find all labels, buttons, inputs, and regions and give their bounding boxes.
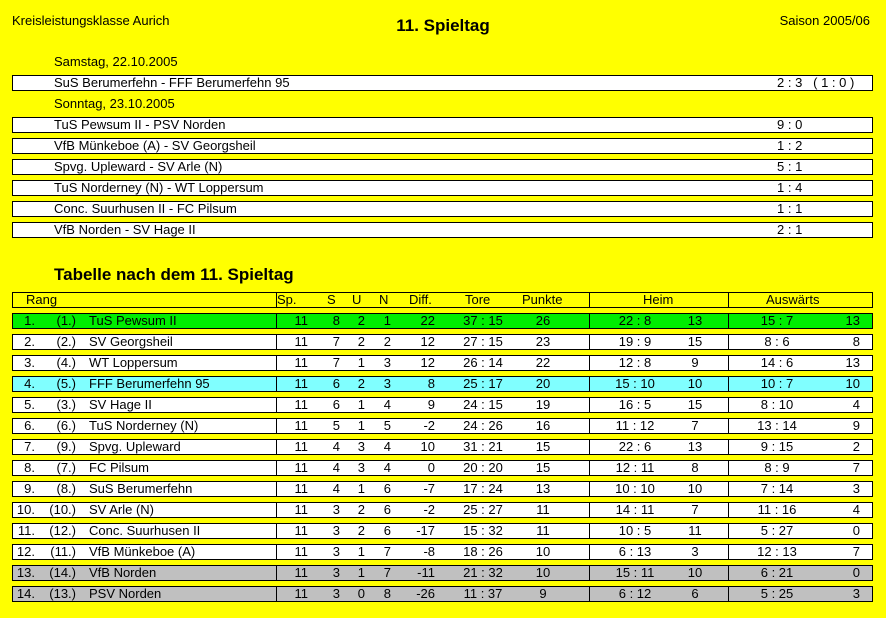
col-diff: Diff. <box>409 292 432 307</box>
cell-sp: 11 <box>294 355 308 370</box>
cell-prev-rank: (14.) <box>49 565 76 580</box>
cell-s: 7 <box>332 355 340 370</box>
cell-team: VfB Norden <box>89 565 157 580</box>
cell-rank: 9. <box>24 481 35 496</box>
cell-u: 3 <box>357 439 365 454</box>
divider <box>728 524 729 538</box>
divider <box>589 545 590 559</box>
cell-team: PSV Norden <box>89 586 162 601</box>
cell-rank: 14. <box>16 586 35 601</box>
cell-heim-tore: 15 : 10 <box>615 376 655 391</box>
divider <box>728 503 729 517</box>
cell-sp: 11 <box>294 376 308 391</box>
cell-n: 6 <box>383 481 391 496</box>
col-punkte: Punkte <box>522 292 563 307</box>
cell-heim-tore: 14 : 11 <box>615 502 655 517</box>
cell-prev-rank: (5.) <box>56 376 76 391</box>
cell-prev-rank: (4.) <box>56 355 76 370</box>
cell-n: 8 <box>383 586 391 601</box>
cell-ausw-pkt: 3 <box>852 586 860 601</box>
cell-rank: 3. <box>24 355 35 370</box>
col-u: U <box>352 292 362 307</box>
table-header <box>12 292 873 308</box>
cell-ausw-tore: 8 : 6 <box>764 334 790 349</box>
table-title: Tabelle nach dem 11. Spieltag <box>54 265 294 284</box>
cell-prev-rank: (9.) <box>56 439 76 454</box>
match-score: 2 : 1 <box>777 222 803 237</box>
cell-tore: 20 : 20 <box>463 460 503 475</box>
cell-heim-pkt: 6 <box>691 586 699 601</box>
cell-n: 1 <box>383 313 391 328</box>
divider <box>276 356 277 370</box>
col-tore: Tore <box>465 292 491 307</box>
divider <box>728 377 729 391</box>
cell-u: 2 <box>357 334 365 349</box>
cell-prev-rank: (10.) <box>49 502 76 517</box>
cell-heim-tore: 11 : 12 <box>615 418 655 433</box>
cell-tore: 15 : 32 <box>463 523 503 538</box>
cell-ausw-pkt: 0 <box>852 523 860 538</box>
cell-diff: 10 <box>420 439 435 454</box>
divider <box>276 335 277 349</box>
cell-diff: -26 <box>416 586 435 601</box>
season-label: Saison 2005/06 <box>779 13 870 28</box>
cell-heim-pkt: 15 <box>687 334 703 349</box>
cell-ausw-pkt: 9 <box>852 418 860 433</box>
cell-ausw-pkt: 4 <box>852 397 860 412</box>
table-row <box>12 313 873 329</box>
league-name: Kreisleistungsklasse Aurich <box>12 13 170 28</box>
cell-diff: -2 <box>423 502 435 517</box>
match-score: 2 : 3 ( 1 : 0 ) <box>777 75 855 90</box>
divider <box>589 356 590 370</box>
match-teams: VfB Norden - SV Hage II <box>54 222 196 237</box>
cell-ausw-tore: 7 : 14 <box>760 481 794 496</box>
table-row <box>12 376 873 392</box>
cell-s: 7 <box>332 334 340 349</box>
cell-u: 1 <box>357 355 365 370</box>
divider <box>728 398 729 412</box>
cell-s: 6 <box>332 376 340 391</box>
cell-ausw-pkt: 2 <box>852 439 860 454</box>
cell-team: SuS Berumerfehn <box>89 481 193 496</box>
cell-ausw-pkt: 0 <box>852 565 860 580</box>
divider <box>276 503 277 517</box>
cell-heim-tore: 6 : 13 <box>618 544 652 559</box>
col-auswaerts: Auswärts <box>766 292 820 307</box>
cell-prev-rank: (8.) <box>56 481 76 496</box>
cell-tore: 27 : 15 <box>463 334 503 349</box>
cell-s: 3 <box>332 586 340 601</box>
cell-prev-rank: (11.) <box>50 544 76 559</box>
cell-punkte: 11 <box>536 502 550 517</box>
cell-heim-tore: 12 : 11 <box>615 460 655 475</box>
cell-s: 4 <box>332 460 340 475</box>
cell-s: 3 <box>332 565 340 580</box>
match-row <box>12 201 873 217</box>
cell-sp: 11 <box>294 313 308 328</box>
cell-team: Spvg. Upleward <box>89 439 181 454</box>
cell-punkte: 19 <box>535 397 551 412</box>
table-row <box>12 355 873 371</box>
cell-heim-pkt: 15 <box>687 397 703 412</box>
divider <box>276 377 277 391</box>
cell-rank: 2. <box>24 334 35 349</box>
col-s: S <box>327 292 336 307</box>
divider <box>589 524 590 538</box>
cell-diff: 12 <box>420 355 435 370</box>
divider <box>276 314 277 328</box>
cell-rank: 4. <box>24 376 35 391</box>
cell-ausw-tore: 5 : 25 <box>760 586 794 601</box>
cell-u: 1 <box>357 397 365 412</box>
cell-rank: 12. <box>16 544 35 559</box>
divider <box>589 335 590 349</box>
cell-diff: 9 <box>427 397 435 412</box>
cell-team: TuS Norderney (N) <box>89 418 199 433</box>
cell-u: 2 <box>357 376 365 391</box>
cell-team: WT Loppersum <box>89 355 178 370</box>
cell-n: 6 <box>383 502 391 517</box>
divider <box>589 398 590 412</box>
cell-prev-rank: (1.) <box>56 313 76 328</box>
cell-heim-pkt: 3 <box>691 544 699 559</box>
cell-tore: 21 : 32 <box>463 565 503 580</box>
table-row <box>12 586 873 602</box>
cell-heim-pkt: 7 <box>691 418 699 433</box>
cell-ausw-pkt: 7 <box>852 460 860 475</box>
cell-punkte: 15 <box>535 439 551 454</box>
cell-heim-tore: 16 : 5 <box>618 397 652 412</box>
cell-ausw-pkt: 7 <box>852 544 860 559</box>
cell-s: 5 <box>332 418 340 433</box>
cell-n: 2 <box>383 334 391 349</box>
divider <box>589 482 590 496</box>
cell-team: SV Arle (N) <box>89 502 155 517</box>
cell-ausw-pkt: 3 <box>852 481 860 496</box>
cell-punkte: 13 <box>535 481 551 496</box>
cell-heim-tore: 10 : 10 <box>615 481 655 496</box>
cell-sp: 11 <box>294 481 308 496</box>
cell-sp: 11 <box>294 460 308 475</box>
divider <box>276 566 277 580</box>
cell-tore: 24 : 26 <box>463 418 503 433</box>
cell-diff: -7 <box>423 481 435 496</box>
cell-ausw-tore: 14 : 6 <box>760 355 794 370</box>
match-row <box>12 222 873 238</box>
cell-n: 5 <box>383 418 391 433</box>
cell-ausw-tore: 15 : 7 <box>760 313 794 328</box>
cell-tore: 37 : 15 <box>463 313 503 328</box>
cell-u: 1 <box>357 481 365 496</box>
cell-sp: 11 <box>294 439 308 454</box>
cell-s: 3 <box>332 523 340 538</box>
cell-s: 3 <box>332 544 340 559</box>
cell-team: SV Georgsheil <box>89 334 173 349</box>
divider <box>589 440 590 454</box>
cell-tore: 26 : 14 <box>463 355 503 370</box>
cell-rank: 6. <box>24 418 35 433</box>
cell-tore: 24 : 15 <box>463 397 503 412</box>
divider <box>728 461 729 475</box>
table-row <box>12 334 873 350</box>
cell-diff: -8 <box>423 544 435 559</box>
divider <box>589 461 590 475</box>
match-teams: Conc. Suurhusen II - FC Pilsum <box>54 201 237 216</box>
cell-ausw-pkt: 10 <box>845 376 860 391</box>
cell-heim-pkt: 13 <box>687 439 703 454</box>
cell-team: Conc. Suurhusen II <box>89 523 201 538</box>
cell-s: 4 <box>332 439 340 454</box>
table-row <box>12 439 873 455</box>
cell-heim-pkt: 10 <box>687 565 703 580</box>
match-teams: TuS Pewsum II - PSV Norden <box>54 117 226 132</box>
cell-ausw-tore: 9 : 15 <box>760 439 794 454</box>
match-teams: Spvg. Upleward - SV Arle (N) <box>54 159 223 174</box>
cell-team: VfB Münkeboe (A) <box>89 544 196 559</box>
divider <box>589 587 590 601</box>
cell-heim-pkt: 8 <box>691 460 699 475</box>
cell-diff: -11 <box>417 565 435 580</box>
cell-heim-tore: 22 : 8 <box>618 313 652 328</box>
cell-ausw-tore: 11 : 16 <box>757 502 797 517</box>
cell-ausw-pkt: 13 <box>845 355 860 370</box>
cell-s: 4 <box>332 481 340 496</box>
divider <box>276 482 277 496</box>
cell-prev-rank: (13.) <box>49 586 76 601</box>
table-row <box>12 544 873 560</box>
cell-s: 3 <box>332 502 340 517</box>
cell-sp: 11 <box>294 544 308 559</box>
cell-punkte: 11 <box>536 523 550 538</box>
cell-u: 3 <box>357 460 365 475</box>
cell-heim-pkt: 9 <box>691 355 699 370</box>
cell-ausw-tore: 5 : 27 <box>760 523 794 538</box>
cell-n: 7 <box>383 544 391 559</box>
col-n: N <box>379 292 389 307</box>
cell-s: 6 <box>332 397 340 412</box>
cell-heim-tore: 6 : 12 <box>618 586 652 601</box>
match-score: 1 : 4 <box>777 180 803 195</box>
cell-punkte: 20 <box>535 376 551 391</box>
cell-team: FC Pilsum <box>89 460 149 475</box>
cell-heim-tore: 10 : 5 <box>618 523 652 538</box>
match-row <box>12 180 873 196</box>
cell-heim-pkt: 7 <box>691 502 699 517</box>
table-row <box>12 460 873 476</box>
divider <box>589 377 590 391</box>
match-score: 1 : 1 <box>777 201 803 216</box>
cell-heim-tore: 12 : 8 <box>618 355 652 370</box>
cell-n: 3 <box>383 376 391 391</box>
cell-ausw-tore: 6 : 21 <box>760 565 794 580</box>
cell-n: 4 <box>383 439 391 454</box>
cell-sp: 11 <box>294 565 308 580</box>
cell-u: 0 <box>357 586 365 601</box>
match-teams: SuS Berumerfehn - FFF Berumerfehn 95 <box>54 75 290 90</box>
cell-tore: 11 : 37 <box>463 586 503 601</box>
cell-team: TuS Pewsum II <box>89 313 177 328</box>
cell-u: 1 <box>357 418 365 433</box>
table-row <box>12 418 873 434</box>
cell-punkte: 26 <box>535 313 551 328</box>
table-row <box>12 502 873 518</box>
cell-punkte: 16 <box>535 418 551 433</box>
cell-prev-rank: (3.) <box>56 397 76 412</box>
cell-team: SV Hage II <box>89 397 152 412</box>
col-heim: Heim <box>643 292 674 307</box>
col-sp: Sp. <box>277 292 297 307</box>
cell-u: 2 <box>357 502 365 517</box>
cell-heim-tore: 19 : 9 <box>618 334 652 349</box>
cell-rank: 7. <box>24 439 35 454</box>
day-date: Sonntag, 23.10.2005 <box>54 96 175 111</box>
cell-punkte: 23 <box>535 334 551 349</box>
cell-punkte: 22 <box>535 355 551 370</box>
cell-heim-pkt: 10 <box>687 481 703 496</box>
match-row <box>12 138 873 154</box>
divider <box>276 293 277 307</box>
cell-prev-rank: (6.) <box>56 418 76 433</box>
cell-rank: 10. <box>16 502 35 517</box>
divider <box>589 419 590 433</box>
table-row <box>12 397 873 413</box>
cell-rank: 13. <box>16 565 35 580</box>
cell-n: 6 <box>383 523 391 538</box>
cell-n: 3 <box>383 355 391 370</box>
cell-diff: -17 <box>416 523 435 538</box>
cell-diff: 0 <box>427 460 435 475</box>
cell-u: 1 <box>357 565 365 580</box>
divider <box>276 461 277 475</box>
cell-heim-pkt: 10 <box>687 376 703 391</box>
divider <box>276 440 277 454</box>
cell-ausw-tore: 13 : 14 <box>757 418 797 433</box>
table-row <box>12 481 873 497</box>
match-row <box>12 117 873 133</box>
cell-heim-pkt: 11 <box>688 523 702 538</box>
cell-diff: -2 <box>423 418 435 433</box>
cell-u: 1 <box>357 544 365 559</box>
table-row <box>12 523 873 539</box>
cell-heim-tore: 15 : 11 <box>615 565 655 580</box>
match-row <box>12 75 873 91</box>
match-teams: TuS Norderney (N) - WT Loppersum <box>54 180 264 195</box>
cell-ausw-pkt: 4 <box>852 502 860 517</box>
cell-punkte: 10 <box>535 544 551 559</box>
divider <box>276 419 277 433</box>
cell-diff: 8 <box>427 376 435 391</box>
cell-tore: 25 : 17 <box>463 376 503 391</box>
match-score: 9 : 0 <box>777 117 803 132</box>
divider <box>728 419 729 433</box>
divider <box>276 587 277 601</box>
cell-sp: 11 <box>294 334 308 349</box>
divider <box>276 398 277 412</box>
cell-diff: 12 <box>420 334 435 349</box>
cell-sp: 11 <box>294 397 308 412</box>
cell-ausw-tore: 8 : 9 <box>764 460 790 475</box>
divider <box>589 503 590 517</box>
cell-sp: 11 <box>294 502 308 517</box>
divider <box>728 335 729 349</box>
divider <box>728 587 729 601</box>
cell-heim-pkt: 13 <box>687 313 703 328</box>
cell-team: FFF Berumerfehn 95 <box>89 376 210 391</box>
cell-ausw-tore: 10 : 7 <box>760 376 794 391</box>
cell-punkte: 10 <box>535 565 551 580</box>
divider <box>728 356 729 370</box>
col-rang: Rang <box>26 292 58 307</box>
cell-s: 8 <box>332 313 340 328</box>
cell-rank: 5. <box>24 397 35 412</box>
cell-n: 4 <box>383 397 391 412</box>
cell-rank: 8. <box>24 460 35 475</box>
cell-sp: 11 <box>294 586 308 601</box>
cell-ausw-tore: 12 : 13 <box>757 544 797 559</box>
cell-ausw-pkt: 8 <box>852 334 860 349</box>
divider <box>728 440 729 454</box>
match-score: 1 : 2 <box>777 138 803 153</box>
divider <box>728 293 729 307</box>
cell-tore: 17 : 24 <box>463 481 503 496</box>
page-title: 11. Spieltag <box>396 16 490 35</box>
cell-rank: 1. <box>24 313 35 328</box>
cell-tore: 25 : 27 <box>463 502 503 517</box>
match-teams: VfB Münkeboe (A) - SV Georgsheil <box>54 138 256 153</box>
cell-prev-rank: (12.) <box>49 523 76 538</box>
divider <box>589 293 590 307</box>
cell-u: 2 <box>357 523 365 538</box>
divider <box>276 524 277 538</box>
standings-table <box>12 292 873 602</box>
cell-sp: 11 <box>294 523 308 538</box>
cell-prev-rank: (2.) <box>56 334 76 349</box>
page-header <box>0 0 886 40</box>
divider <box>589 314 590 328</box>
cell-n: 4 <box>383 460 391 475</box>
cell-prev-rank: (7.) <box>56 460 76 475</box>
cell-punkte: 15 <box>535 460 551 475</box>
cell-n: 7 <box>383 565 391 580</box>
cell-u: 2 <box>357 313 365 328</box>
match-score: 5 : 1 <box>777 159 803 174</box>
divider <box>728 545 729 559</box>
divider <box>276 545 277 559</box>
cell-ausw-pkt: 13 <box>845 313 860 328</box>
cell-diff: 22 <box>420 313 435 328</box>
cell-tore: 18 : 26 <box>463 544 503 559</box>
cell-punkte: 9 <box>539 586 547 601</box>
cell-sp: 11 <box>294 418 308 433</box>
match-row <box>12 159 873 175</box>
day-date: Samstag, 22.10.2005 <box>54 54 178 69</box>
table-row <box>12 565 873 581</box>
divider <box>589 566 590 580</box>
divider <box>728 566 729 580</box>
divider <box>728 314 729 328</box>
divider <box>728 482 729 496</box>
cell-ausw-tore: 8 : 10 <box>760 397 794 412</box>
cell-tore: 31 : 21 <box>463 439 503 454</box>
cell-rank: 11. <box>17 523 35 538</box>
cell-heim-tore: 22 : 6 <box>618 439 652 454</box>
